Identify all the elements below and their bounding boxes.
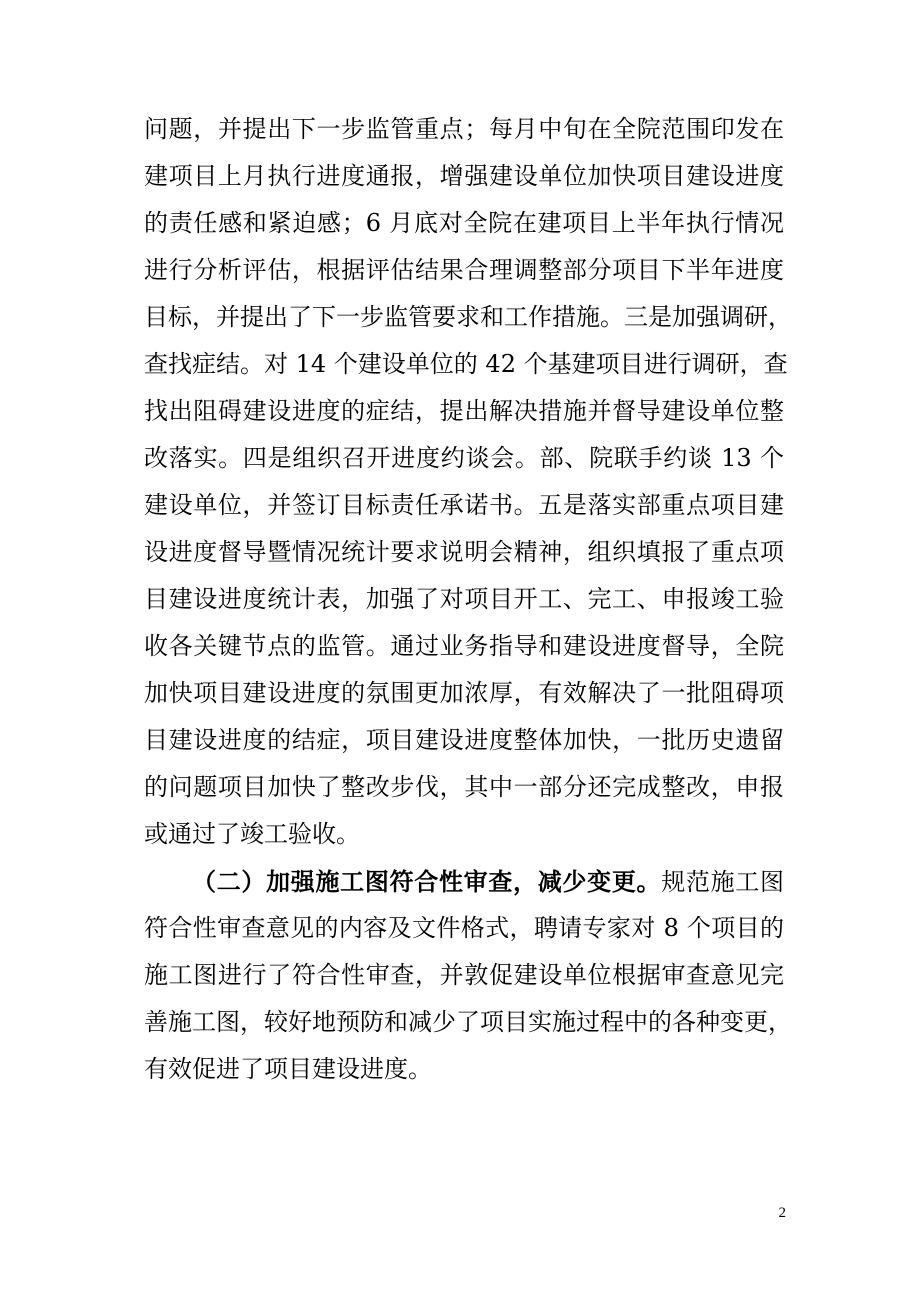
text-line: 目建设进度统计表，加强了对项目开工、完工、申报竣工验 <box>144 585 784 613</box>
section-heading-line <box>144 858 784 905</box>
text-line: 或通过了竣工验收。 <box>144 820 360 848</box>
text-line: 目标，并提出了下一步监管要求和工作措施。三是加强调研， <box>144 303 792 331</box>
text-line: 目建设进度的结症，项目建设进度整体加快，一批历史遗留 <box>144 726 784 754</box>
paragraph-2 <box>144 858 792 1093</box>
text-line: 符合性审查意见的内容及文件格式，聘请专家对 8 个项目的 <box>144 914 784 942</box>
text-line: 改落实。四是组织召开进度约谈会。部、院联手约谈 13 个 <box>144 444 784 472</box>
text-line: 收各关键节点的监管。通过业务指导和建设进度督导，全院 <box>144 632 784 660</box>
text-line: 善施工图，较好地预防和减少了项目实施过程中的各种变更， <box>144 1008 792 1036</box>
text-line: 建项目上月执行进度通报，增强建设单位加快项目建设进度 <box>144 162 784 190</box>
text-line: 建设单位，并签订目标责任承诺书。五是落实部重点项目建 <box>144 491 784 519</box>
body-text <box>144 106 792 1093</box>
text-line: 找出阻碍建设进度的症结，提出解决措施并督导建设单位整 <box>144 397 784 425</box>
text-line: 的问题项目加快了整改步伐，其中一部分还完成整改，申报 <box>144 773 784 801</box>
text-line: 的责任感和紧迫感；6 月底对全院在建项目上半年执行情况 <box>144 209 784 237</box>
text-line: 加快项目建设进度的氛围更加浓厚，有效解决了一批阻碍项 <box>144 679 784 707</box>
text-line: 查找症结。对 14 个建设单位的 42 个基建项目进行调研，查 <box>144 350 788 378</box>
heading-line-rest: 规范施工图 <box>661 868 785 896</box>
text-line: 问题，并提出下一步监管重点；每月中旬在全院范围印发在 <box>144 115 784 143</box>
text-line: 设进度督导暨情况统计要求说明会精神，组织填报了重点项 <box>144 538 784 566</box>
text-line: 施工图进行了符合性审查，并敦促建设单位根据审查意见完 <box>144 961 784 989</box>
page-number: 2 <box>778 1205 786 1221</box>
text-line: 进行分析评估，根据评估结果合理调整部分项目下半年进度 <box>144 256 784 284</box>
text-line: 有效促进了项目建设进度。 <box>144 1055 432 1083</box>
paragraph-1 <box>144 106 792 858</box>
section-heading: （二）加强施工图符合性审查，减少变更。 <box>192 867 662 896</box>
